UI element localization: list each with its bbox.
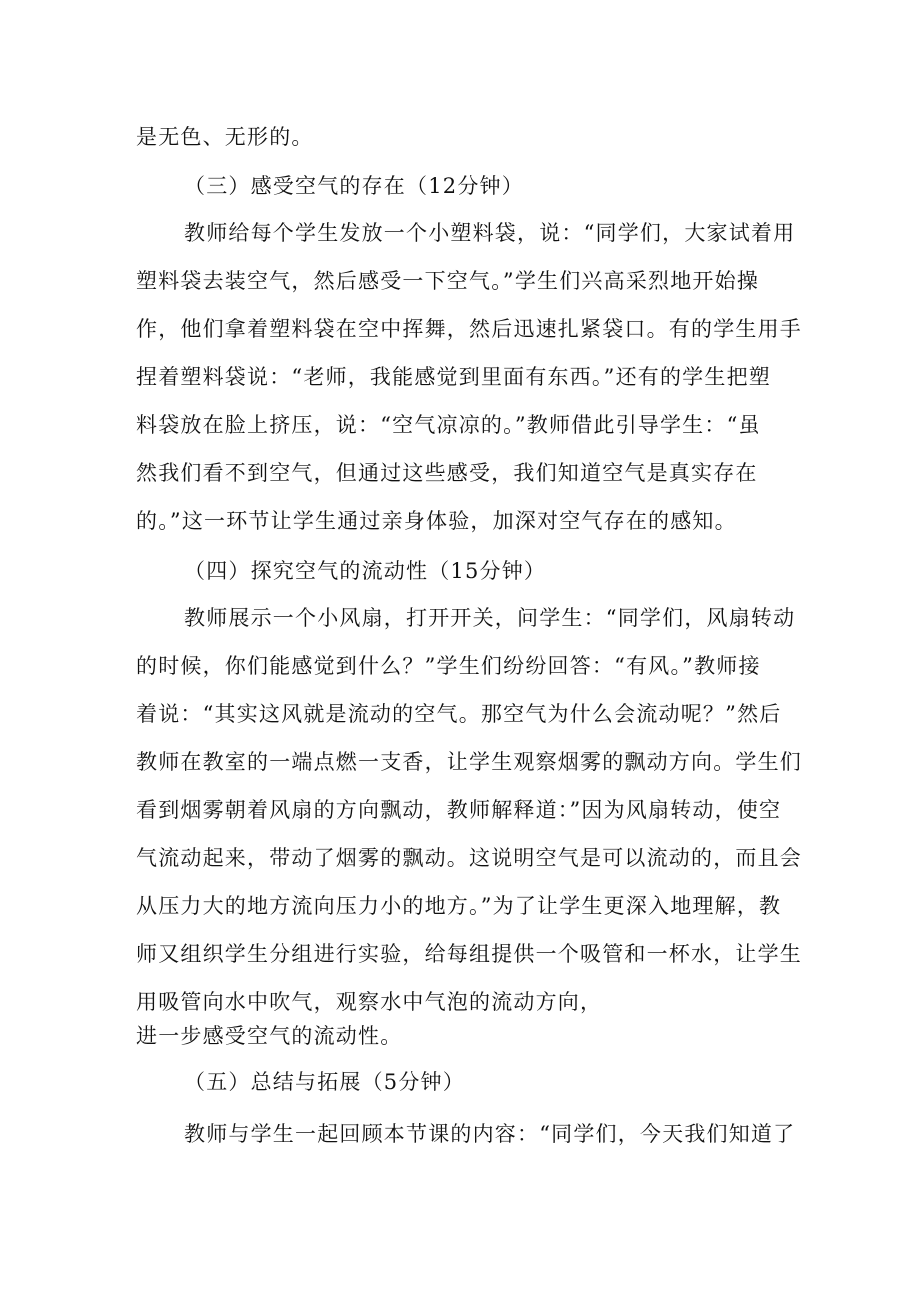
paragraph-line: 着说：“其实这风就是流动的空气。那空气为什么会流动呢？”然后 (136, 702, 782, 726)
section-heading-4: （四）探究空气的流动性（15分钟） (184, 559, 547, 583)
paragraph-line: 的。”这一环节让学生通过亲身体验，加深对空气存在的感知。 (136, 509, 737, 533)
paragraph-line: 气流动起来，带动了烟雾的飘动。这说明空气是可以流动的，而且会 (136, 846, 802, 870)
paragraph-line: 看到烟雾朝着风扇的方向飘动，教师解释道：”因为风扇转动，使空 (136, 798, 782, 822)
paragraph-line: 从压力大的地方流向压力小的地方。”为了让学生更深入地理解，教 (136, 894, 782, 918)
paragraph-line: 是无色、无形的。 (136, 125, 314, 149)
paragraph-line: 教师在教室的一端点燃一支香，让学生观察烟雾的飘动方向。学生们 (136, 750, 802, 774)
section-heading-3: （三）感受空气的存在（12分钟） (184, 174, 524, 198)
section-heading-5: （五）总结与拓展（5分钟） (184, 1070, 465, 1094)
paragraph-line: 捏着塑料袋说：“老师，我能感觉到里面有东西。”还有的学生把塑 (136, 365, 771, 389)
paragraph-line: 然我们看不到空气，但通过这些感受，我们知道空气是真实存在 (136, 461, 758, 485)
paragraph-line: 教师展示一个小风扇，打开开关，问学生：“同学们，风扇转动 (184, 606, 796, 630)
paragraph-line: 教师与学生一起回顾本节课的内容：“同学们，今天我们知道了 (184, 1122, 796, 1146)
paragraph-line: 塑料袋去装空气，然后感受一下空气。”学生们兴高采烈地开始操 (136, 269, 760, 293)
paragraph-line: 料袋放在脸上挤压，说：“空气凉凉的。”教师借此引导学生：“虽 (136, 413, 761, 437)
paragraph-line: 师又组织学生分组进行实验，给每组提供一个吸管和一杯水，让学生 (136, 942, 802, 966)
paragraph-line: 进一步感受空气的流动性。 (136, 1024, 403, 1048)
paragraph-line: 教师给每个学生发放一个小塑料袋，说：“同学们，大家试着用 (184, 221, 796, 245)
paragraph-line: 作，他们拿着塑料袋在空中挥舞，然后迅速扎紧袋口。有的学生用手 (136, 317, 802, 341)
paragraph-line: 的时候，你们能感觉到什么？”学生们纷纷回答：“有风。”教师接 (136, 654, 761, 678)
paragraph-line: 用吸管向水中吹气，观察水中气泡的流动方向， (136, 990, 603, 1014)
